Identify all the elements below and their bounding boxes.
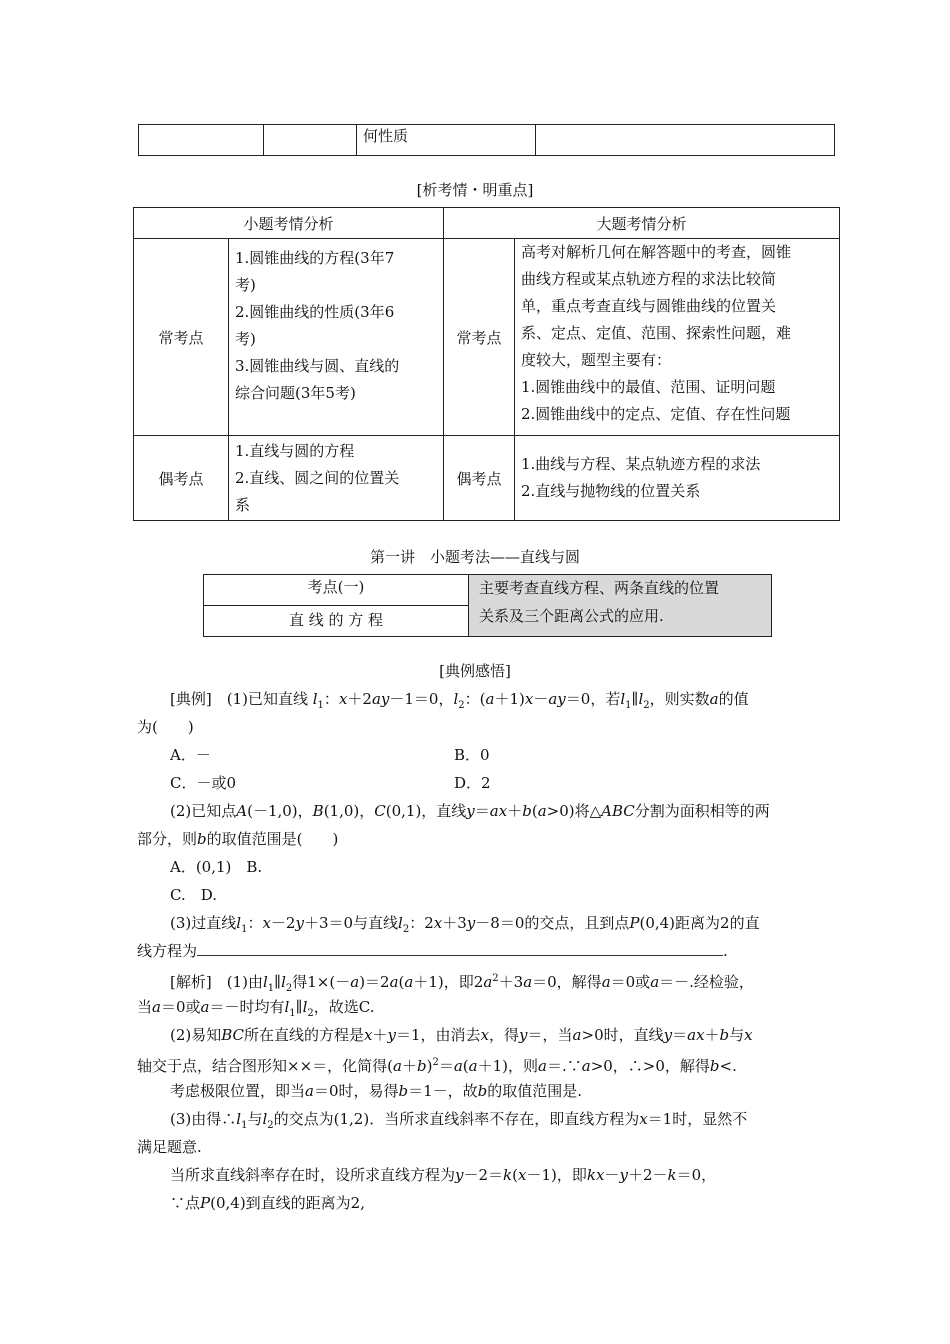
top-table-cell-4 [536, 125, 835, 156]
kaodian-desc-line1: 主要考查直线方程、两条直线的位置 [479, 579, 720, 597]
kaodian-left [204, 575, 469, 636]
small-common-line: 3.圆锥曲线与圆、直线的 [235, 357, 400, 375]
small-rare-cell [229, 436, 444, 521]
kaodian-divider [204, 605, 468, 606]
row-rare-label-2: 偶考点 [444, 436, 515, 521]
small-common-line: 考) [235, 276, 256, 294]
example-title: [典例感悟] [439, 662, 511, 680]
small-rare-line: 1.直线与圆的方程 [235, 441, 355, 460]
top-table-cell-3: 何性质 [357, 125, 536, 156]
text-line: [解析] (1)由$l_1\parallel l_2$得1×(－a)＝2a(a＋1)，即$2a^2+3a=0$，解得a＝0或a＝－.经检验， [170, 973, 754, 994]
kaodian-desc-line2: 关系及三个距离公式的应用. [479, 607, 664, 625]
option-c: C．－或0 [170, 774, 237, 792]
option-b: B．0 [454, 746, 490, 764]
row-common-label: 常考点 [134, 239, 229, 436]
small-common-line: 考) [235, 330, 256, 348]
text-line: ∵点P(0,4)到直线的距离为2, [170, 1194, 365, 1212]
row-common-label-2: 常考点 [444, 239, 515, 436]
text-line: 当a＝0或a＝－时均有$l_1\parallel l_2$，故选C. [137, 998, 375, 1019]
option-a: A．－ [170, 746, 211, 764]
section-title: [析考情・明重点] [416, 181, 534, 199]
small-common-cell [229, 239, 444, 436]
answer-blank [197, 941, 723, 956]
large-rare-line: 2.直线与抛物线的位置关系 [521, 482, 701, 500]
text-line: 线方程为 . [137, 942, 728, 960]
header-small: 小题考情分析 [134, 208, 444, 239]
large-common-line: 高考对解析几何在解答题中的考查，圆锥 [521, 243, 792, 261]
large-common-line: 单，重点考查直线与圆锥曲线的位置关 [521, 297, 777, 315]
lecture-title: 第一讲 小题考法——直线与圆 [369, 548, 580, 566]
analysis-table [133, 207, 840, 521]
text-line: [典例] (1)已知直线 $l_1$：x＋2ay－1＝0，$l_2$：(a＋1)x－ay＝0，若$l_1\parallel l_2$，则实数a的值 [170, 690, 749, 711]
text-line: (3)过直线$l_1$：x－2y＋3＝0与直线$l_2$：2x＋3y－8＝0的交点，且到点P(0,4)距离为2的直 [170, 914, 760, 935]
option-a2: A．(0,1) B. [170, 858, 263, 876]
text-line: 当所求直线斜率存在时，设所求直线方程为y－2＝k(x－1)，即kx－y＋2－k＝0， [170, 1166, 717, 1184]
kaodian-label: 考点(一) [307, 578, 365, 596]
small-common-line: 综合问题(3年5考) [235, 384, 356, 402]
text-line: 轴交于点，结合图形知××＝，化简得$(a+b)^2=a(a+1)$，则a＝.∵a>0，∴>0，解得b<. [137, 1057, 737, 1075]
small-rare-line: 系 [235, 495, 251, 514]
text-line: 部分，则b的取值范围是( ) [137, 830, 339, 848]
large-common-line: 2.圆锥曲线中的定点、定值、存在性问题 [521, 405, 791, 423]
small-rare-line: 2.直线、圆之间的位置关 [235, 468, 400, 487]
kaodian-desc [469, 575, 771, 636]
text-line: (2)已知点A(－1,0)，B(1,0)，C(0,1)，直线y＝ax＋b(a>0)将△ABC分割为面积相等的两 [170, 802, 770, 820]
text-line: 考虑极限位置，即当a＝0时，易得b＝1－，故b的取值范围是. [170, 1082, 583, 1100]
header-large: 大题考情分析 [444, 208, 840, 239]
top-table-cell-1 [139, 125, 264, 156]
small-common-line: 1.圆锥曲线的方程(3年7 [235, 249, 395, 267]
large-rare-cell [515, 436, 840, 521]
top-table-cell-2 [264, 125, 357, 156]
option-cd2: C. D. [170, 886, 217, 904]
large-common-line: 曲线方程或某点轨迹方程的求法比较简 [521, 270, 777, 288]
large-common-cell [515, 239, 840, 436]
option-d: D．2 [454, 774, 491, 792]
kaodian-box [203, 574, 772, 637]
text-line: (3)由得$\therefore l_1$与$l_2$的交点为(1,2)．当所求直线斜率不存在，即直线方程为x＝1时，显然不 [170, 1110, 748, 1131]
text-line: 为( ) [137, 718, 194, 736]
large-common-line: 度较大，题型主要有： [521, 351, 672, 369]
top-table [138, 124, 835, 156]
kaodian-name: 直 线 的 方 程 [288, 611, 384, 629]
row-rare-label: 偶考点 [134, 436, 229, 521]
text-line: (2)易知BC所在直线的方程是x＋y＝1，由消去x，得y＝，当a>0时，直线y＝ax＋b与x [170, 1026, 753, 1044]
text-line: 满足题意. [137, 1138, 202, 1156]
large-common-line: 1.圆锥曲线中的最值、范围、证明问题 [521, 378, 776, 396]
small-common-line: 2.圆锥曲线的性质(3年6 [235, 303, 395, 321]
large-common-line: 系、定点、定值、范围、探索性问题，难 [521, 324, 792, 342]
large-rare-line: 1.曲线与方程、某点轨迹方程的求法 [521, 455, 761, 473]
